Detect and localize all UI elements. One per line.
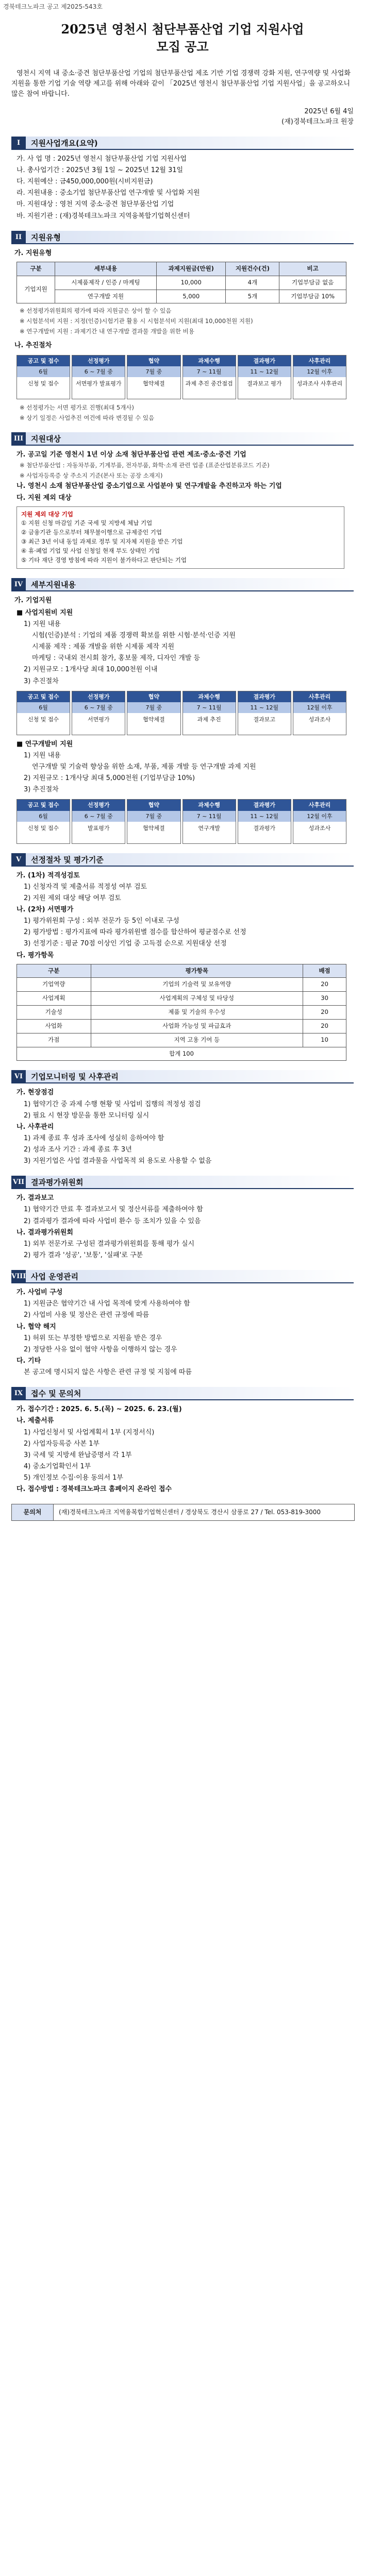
flow-step-date: 6 ~ 7월 중	[72, 702, 125, 713]
section-title: 지원사업개요(요약)	[26, 137, 354, 150]
table-cell: 기업부담금 없음	[279, 276, 346, 290]
flow-step	[293, 355, 346, 399]
selection-line: 3) 선정기준 : 평균 70점 이상인 기업 중 고득점 순으로 지원대상 선정	[24, 940, 227, 948]
section-number: V	[11, 853, 26, 867]
operation-line: 다. 기타	[16, 1357, 41, 1365]
detail-line: 2) 지원규모 : 1개사당 최대 5,000천원 (기업부담금 10%)	[24, 774, 195, 783]
section-header	[11, 1387, 354, 1400]
selection-line: 2) 평가방법 : 평가지표에 따라 평가위원별 점수를 합산하여 평균점수로 선정	[24, 928, 246, 937]
target-line: ※ 첨단부품산업 : 자동차부품, 기계부품, 전자부품, 화학·소재 관련 업종 (표준산업분류코드 기준)	[20, 461, 270, 469]
flow-step-head: 공고 및 접수	[17, 691, 70, 702]
contact-box	[11, 1504, 355, 1521]
flow-step-date: 6월	[17, 811, 70, 822]
flow-step-body: 서면평가 발표평가	[76, 380, 122, 387]
flow-step-body: 협약체결	[143, 380, 165, 387]
apply-line: 가. 접수기간 : 2025. 6. 5.(목) ~ 2025. 6. 23.(월)	[16, 1405, 182, 1414]
target-line: 다. 지원 제외 대상	[16, 494, 72, 502]
table-cell: 5,000	[156, 290, 226, 303]
overview-line: 바. 지원기관 : (재)경북테크노파크 지역융복합기업혁신센터	[16, 212, 190, 220]
section-header	[11, 1270, 354, 1283]
flow-step-date: 6 ~ 7월 중	[72, 366, 125, 377]
section-title: 사업 운영관리	[26, 1270, 354, 1283]
flow-step	[182, 799, 236, 843]
section-header	[11, 432, 354, 446]
table-cell: 10,000	[156, 276, 226, 290]
selection-line: 가. (1차) 적격성검토	[16, 871, 80, 879]
flow-step	[72, 691, 125, 735]
table-cell: 20	[303, 1019, 346, 1033]
detail-line: 2) 지원규모 : 1개사당 최대 10,000천원 이내	[24, 666, 158, 674]
flow-step-date: 12월 이후	[293, 366, 346, 377]
table-row	[17, 1033, 346, 1047]
flow-step-head: 과제수행	[183, 800, 236, 810]
table-row	[17, 1006, 346, 1020]
column-header: 배점	[303, 964, 346, 978]
flow-step-body: 성과조사 사후관리	[296, 380, 343, 387]
table-header-row	[17, 262, 346, 276]
selection-line: 2) 지원 제외 대상 해당 여부 검토	[24, 894, 121, 902]
section-title: 선정절차 및 평가기준	[26, 853, 354, 867]
table-row	[17, 276, 346, 290]
title-line-1: 2025년 영천시 첨단부품산업 기업 지원사업	[61, 22, 304, 37]
contact-info: (재)경북테크노파크 지역융복합기업혁신센터 / 경상북도 경산시 삼풍로 27 / Tel. 053-819-3000	[59, 1509, 321, 1516]
flow-step-head: 공고 및 접수	[17, 800, 70, 810]
section-number: I	[11, 137, 26, 150]
flow-step-head: 공고 및 접수	[17, 355, 70, 366]
detail-line: 연구개발 및 기술력 향상을 위한 소재, 부품, 제품 개발 등 연구개발 과제 지원	[32, 763, 256, 771]
column-header: 세부내용	[55, 262, 156, 276]
apply-line: 다. 접수방법 : 경북테크노파크 홈페이지 온라인 접수	[16, 1485, 172, 1494]
flow-step	[238, 691, 291, 735]
section-overview	[11, 137, 354, 222]
operation-line: 본 공고에 명시되지 않은 사항은 관련 규정 및 지침에 따름	[24, 1368, 192, 1377]
section-result-eval	[11, 1176, 354, 1261]
process-flow	[16, 355, 346, 399]
flow-step-date: 7 ~ 11월	[183, 811, 236, 822]
flow-step	[16, 799, 70, 843]
note-text: ※ 상기 일정은 사업추진 여건에 따라 변경될 수 있음	[20, 414, 155, 421]
section-header	[11, 578, 354, 591]
section-title: 접수 및 문의처	[26, 1387, 354, 1400]
flow-step-head: 결과평가	[238, 800, 291, 810]
table-row	[17, 290, 346, 303]
subsection-title: 가. 지원유형	[14, 249, 52, 257]
table-cell: 30	[303, 992, 346, 1006]
flow-step-date: 12월 이후	[293, 811, 346, 822]
flow-step-body: 과제 추진 중간점검	[185, 380, 233, 387]
monitoring-line: 나. 사후관리	[16, 1123, 54, 1131]
flow-step-body: 신청 및 접수	[28, 380, 59, 387]
table-cell: 20	[303, 1006, 346, 1020]
flow-step	[16, 691, 70, 735]
detail-line: 시험(인증)분석 : 기업의 제품 경쟁력 확보를 위한 시험·분석·인증 지원	[32, 631, 236, 639]
selection-line: 다. 평가항목	[16, 951, 54, 959]
selection-line: 1) 신청자격 및 제출서류 적정성 여부 검토	[24, 883, 147, 891]
exclusion-item: ① 지원 신청 마감일 기준 국세 및 지방세 체납 기업	[21, 519, 153, 527]
note-text: ※ 시험분석비 지원 : 지정(인증)시험기관 활용 시 시험분석비 지원(최대 10,000천원 지원)	[20, 317, 253, 325]
section-number: III	[11, 432, 26, 446]
table-cell: 5개	[226, 290, 279, 303]
monitoring-line: 가. 현장점검	[16, 1089, 54, 1097]
operation-line: 1) 허위 또는 부정한 방법으로 지원을 받은 경우	[24, 1334, 162, 1342]
flow-step	[293, 799, 346, 843]
table-cell: 10	[303, 1033, 346, 1047]
section-apply	[11, 1387, 354, 1521]
section-title: 세부지원내용	[26, 578, 354, 591]
flow-step-date: 6월	[17, 702, 70, 713]
intro-text: 영천시 지역 내 중소·중견 첨단부품산업 기업의 첨단부품산업 제조 기반 기업 경쟁력 강화 지원, 연구역량 및 사업화 지원을 통한 기업 기술 역량 제고를 위해 아래와 같이 「2025년 영천시 첨단부품산업 기업 지원사업」을 공고하오니 많은 참여 바랍니다.	[11, 70, 351, 98]
section-header	[11, 853, 354, 867]
table-cell: 가점	[17, 1033, 91, 1047]
table-cell: 시제품제작 / 인증 / 마케팅	[55, 276, 156, 290]
table-row	[17, 992, 346, 1006]
section-title: 지원유형	[26, 231, 354, 244]
flow-step-head: 과제수행	[183, 691, 236, 702]
monitoring-line: 1) 과제 종료 후 성과 조사에 성실히 응하여야 함	[24, 1134, 164, 1142]
apply-line: 4) 중소기업확인서 1부	[24, 1463, 91, 1471]
detail-line: 시제품 제작 : 제품 개발을 위한 시제품 제작 지원	[32, 643, 175, 651]
flow-step-body: 연구개발	[198, 824, 220, 832]
flow-step	[238, 799, 291, 843]
detail-line: 3) 추진절차	[24, 677, 59, 685]
flow-step-date: 7 ~ 11월	[183, 702, 236, 713]
flow-step-head: 협약	[127, 800, 180, 810]
table-cell: 사업계획	[17, 992, 91, 1006]
section-number: IX	[11, 1387, 26, 1400]
column-header: 구분	[17, 262, 55, 276]
flow-step-body: 협약체결	[143, 716, 165, 723]
table-cell: 지역 고용 기여 등	[91, 1033, 303, 1047]
result-line: 1) 외부 전문가로 구성된 결과평가위원회를 통해 평가 실시	[24, 1240, 195, 1248]
flow-step-date: 7월 중	[127, 366, 180, 377]
flow-step-head: 선정평가	[72, 691, 125, 702]
process-flow	[16, 691, 346, 735]
section-header	[11, 231, 354, 244]
column-header: 지원건수(건)	[226, 262, 279, 276]
detail-line: ■ 연구개발비 지원	[16, 740, 73, 748]
target-line: 가. 공고일 기준 영천시 1년 이상 소재 첨단부품산업 관련 제조·중소·중견 기업	[16, 450, 246, 459]
section-header	[11, 1070, 354, 1083]
target-line: ※ 사업자등록증 상 주소지 기준(본사 또는 공장 소재지)	[20, 471, 163, 479]
note-text: ※ 선정평가위원회의 평가에 따라 지원금은 상이 할 수 있음	[20, 307, 172, 315]
flow-step	[182, 355, 236, 399]
column-header: 비고	[279, 262, 346, 276]
operation-line: 나. 협약 해지	[16, 1323, 56, 1331]
flow-step-head: 선정평가	[72, 800, 125, 810]
detail-line: ■ 사업지원비 지원	[16, 608, 73, 617]
evaluation-table	[16, 964, 346, 1061]
section-number: VII	[11, 1176, 26, 1189]
monitoring-line: 1) 협약기간 중 과제 수행 현황 및 사업비 집행의 적정성 점검	[24, 1100, 201, 1108]
flow-step-date: 6 ~ 7월 중	[72, 811, 125, 822]
subsection-title: 나. 추진절차	[14, 341, 52, 349]
overview-line: 가. 사 업 명 : 2025년 영천시 첨단부품산업 기업 지원사업	[16, 155, 187, 163]
flow-step-date: 7월 중	[127, 811, 180, 822]
operation-line: 2) 정당한 사유 없이 협약 사항을 이행하지 않는 경우	[24, 1345, 177, 1353]
selection-line: 1) 평가위원회 구성 : 외부 전문가 등 5인 이내로 구성	[24, 917, 179, 925]
flow-step-body: 발표평가	[88, 824, 110, 832]
apply-line: 5) 개인정보 수집·이용 동의서 1부	[24, 1474, 123, 1482]
flow-step-head: 협약	[127, 691, 180, 702]
section-monitoring	[11, 1070, 354, 1166]
column-header: 구분	[17, 964, 91, 978]
note-text: ※ 연구개발비 지원 : 과제기간 내 연구개발 결과물 개발을 위한 비용	[20, 327, 194, 335]
table-cell: 기업부담금 10%	[279, 290, 346, 303]
flow-step-body: 성과조사	[308, 716, 331, 723]
section-header	[11, 1176, 354, 1189]
flow-step-head: 사후관리	[293, 800, 346, 810]
section-detail	[11, 578, 354, 844]
flow-step-date: 6월	[17, 366, 70, 377]
flow-step-head: 과제수행	[183, 355, 236, 366]
flow-step-head: 협약	[127, 355, 180, 366]
flow-step-date: 11 ~ 12월	[238, 811, 291, 822]
title-line-2: 모집 공고	[156, 39, 209, 54]
apply-line: 3) 국세 및 지방세 완납증명서 각 1부	[24, 1451, 132, 1459]
flow-step	[72, 799, 125, 843]
flow-step	[72, 355, 125, 399]
result-line: 2) 평가 결과 '성공', '보통', '실패'로 구분	[24, 1251, 143, 1260]
exclusion-title: 지원 제외 대상 기업	[21, 510, 73, 518]
column-header: 평가항목	[91, 964, 303, 978]
apply-line: 나. 제출서류	[16, 1417, 54, 1425]
table-row	[17, 978, 346, 992]
notice-date: 2025년 6월 4일	[304, 107, 354, 115]
result-line: 나. 결과평가위원회	[16, 1228, 73, 1236]
flow-step-body: 결과보고	[253, 716, 276, 723]
contact-label: 문의처	[12, 1504, 54, 1520]
flow-step-date: 7월 중	[127, 702, 180, 713]
flow-step	[127, 355, 180, 399]
monitoring-line: 2) 성과 조사 기간 : 과제 종료 후 3년	[24, 1146, 132, 1154]
apply-line: 1) 사업신청서 및 사업계획서 1부 (지정서식)	[24, 1428, 155, 1436]
flow-step-head: 선정평가	[72, 355, 125, 366]
exclusion-item: ③ 최근 3년 이내 동일 과제로 정부 및 지자체 지원을 받은 기업	[21, 538, 183, 546]
table-cell: 사업계획의 구체성 및 타당성	[91, 992, 303, 1006]
overview-line: 다. 지원예산 : 금450,000,000원(시비지원금)	[16, 178, 153, 186]
issuing-org: (재)경북테크노파크 원장	[281, 117, 354, 126]
section-header	[11, 137, 354, 150]
result-line: 2) 결과평가 결과에 따라 사업비 환수 등 조치가 있을 수 있음	[24, 1217, 201, 1225]
subsection-title: 가. 기업지원	[14, 596, 52, 604]
flow-step-body: 협약체결	[143, 824, 165, 832]
support-type-table	[16, 262, 346, 303]
exclusion-item: ② 금융기관 등으로부터 채무불이행으로 규제중인 기업	[21, 529, 162, 536]
result-line: 1) 협약기간 만료 후 결과보고서 및 정산서류를 제출하여야 함	[24, 1206, 203, 1214]
detail-line: 1) 지원 내용	[24, 620, 61, 628]
flow-step-date: 11 ~ 12월	[238, 366, 291, 377]
section-operation	[11, 1270, 354, 1378]
flow-step	[182, 691, 236, 735]
selection-line: 나. (2차) 서면평가	[16, 905, 74, 913]
section-number: II	[11, 231, 26, 244]
flow-step-body: 결과보고 평가	[247, 380, 282, 387]
section-title: 지원대상	[26, 432, 354, 446]
exclusion-item: ⑤ 기타 재단 경영 방침에 따라 지원이 불가하다고 판단되는 기업	[21, 556, 187, 564]
section-number: IV	[11, 578, 26, 591]
detail-line: 1) 지원 내용	[24, 751, 61, 759]
detail-line: 3) 추진절차	[24, 786, 59, 794]
result-line: 가. 결과보고	[16, 1194, 54, 1202]
section-number: VIII	[11, 1270, 26, 1283]
flow-step-head: 결과평가	[238, 691, 291, 702]
flow-step-date: 11 ~ 12월	[238, 702, 291, 713]
flow-step-body: 결과평가	[253, 824, 276, 832]
overview-line: 라. 지원내용 : 중소기업 첨단부품산업 연구개발 및 사업화 지원	[16, 189, 200, 197]
detail-line: 마케팅 : 국내외 전시회 참가, 홍보물 제작, 디자인 개발 등	[32, 654, 201, 663]
column-header: 과제지원금(만원)	[156, 262, 226, 276]
section-number: VI	[11, 1070, 26, 1083]
table-cell: 4개	[226, 276, 279, 290]
section-title: 기업모니터링 및 사후관리	[26, 1070, 354, 1083]
table-cell: 사업화	[17, 1019, 91, 1033]
flow-step-body: 성과조사	[308, 824, 331, 832]
note-text: ※ 선정평가는 서면 평가로 진행(최대 5개사)	[20, 403, 134, 411]
overview-line: 나. 총사업기간 : 2025년 3월 1일 ~ 2025년 12월 31일	[16, 166, 184, 175]
section-types	[11, 231, 354, 423]
flow-step	[293, 691, 346, 735]
exclusion-box	[16, 506, 344, 569]
process-flow	[16, 799, 346, 843]
operation-line: 가. 사업비 구성	[16, 1289, 63, 1297]
table-cell: 20	[303, 978, 346, 992]
notice-number: 경북테크노파크 공고 제2025-543호	[3, 3, 103, 10]
exclusion-item: ④ 휴·폐업 기업 및 사업 신청일 현재 부도 상태인 기업	[21, 547, 160, 554]
table-cell: 연구개발 지원	[55, 290, 156, 303]
operation-line: 2) 사업비 사용 및 정산은 관련 규정에 따름	[24, 1311, 150, 1319]
table-cell: 기업의 기술력 및 보유역량	[91, 978, 303, 992]
flow-step-head: 결과평가	[238, 355, 291, 366]
target-line: 나. 영천시 소재 첨단부품산업 중소기업으로 사업분야 및 연구개발을 추진하고자 하는 기업	[16, 482, 282, 490]
flow-step-head: 사후관리	[293, 691, 346, 702]
flow-step-body: 신청 및 접수	[28, 716, 59, 723]
overview-line: 마. 지원대상 : 영천 지역 중소·중견 첨단부품산업 기업	[16, 200, 174, 209]
table-cell: 합계 100	[17, 1047, 346, 1061]
flow-step	[127, 691, 180, 735]
monitoring-line: 2) 필요 시 현장 방문을 통한 모니터링 실시	[24, 1111, 150, 1120]
date-block	[11, 107, 354, 127]
table-cell: 사업화 가능성 및 파급효과	[91, 1019, 303, 1033]
table-cell: 기업지원	[17, 276, 55, 303]
table-cell: 제품 및 기술의 우수성	[91, 1006, 303, 1020]
flow-step	[238, 355, 291, 399]
section-selection	[11, 853, 354, 1061]
flow-step-body: 서면평가	[88, 716, 110, 723]
section-target	[11, 432, 354, 569]
table-cell: 기업역량	[17, 978, 91, 992]
flow-step	[16, 355, 70, 399]
table-row	[17, 1019, 346, 1033]
flow-step-date: 12월 이후	[293, 702, 346, 713]
flow-step-body: 과제 추진	[197, 716, 221, 723]
section-title: 결과평가위원회	[26, 1176, 354, 1189]
monitoring-line: 3) 지원기업은 사업 결과물을 사업목적 외 용도로 사용할 수 없음	[24, 1157, 212, 1165]
table-total-row	[17, 1047, 346, 1061]
flow-step	[127, 799, 180, 843]
operation-line: 1) 지원금은 협약기간 내 사업 목적에 맞게 사용하여야 함	[24, 1300, 190, 1308]
table-header-row	[17, 964, 346, 978]
flow-step-body: 신청 및 접수	[28, 824, 59, 832]
table-cell: 기술성	[17, 1006, 91, 1020]
apply-line: 2) 사업자등록증 사본 1부	[24, 1439, 100, 1448]
flow-step-head: 사후관리	[293, 355, 346, 366]
flow-step-date: 7 ~ 11월	[183, 366, 236, 377]
